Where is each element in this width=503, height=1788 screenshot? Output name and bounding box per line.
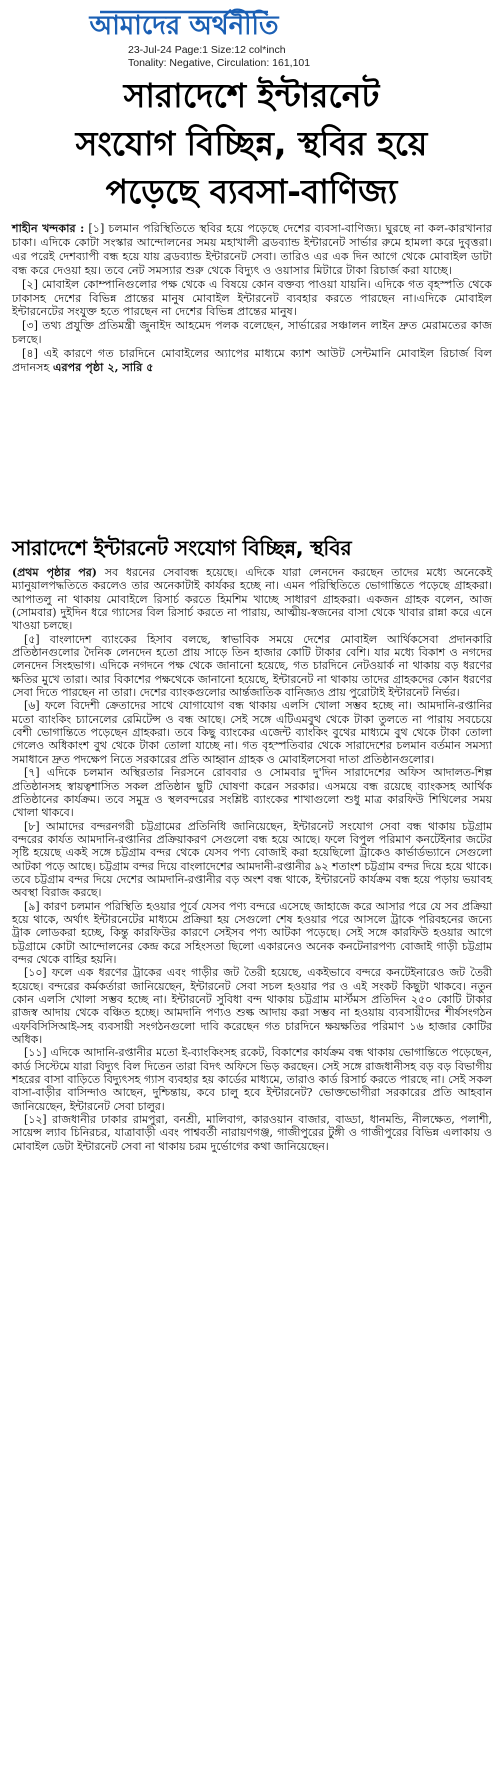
masthead-logo <box>0 4 503 44</box>
continuation-headline: সারাদেশে ইন্টারনেট সংযোগ বিচ্ছিন্ন, স্থবির <box>12 536 352 560</box>
continuation-paragraph-12: [১২] রাজধানীর ঢাকার রামপুরা, বনশ্রী, মালিবাগ, কারওয়ান বাজার, বাড্ডা, ধানমন্ডি, নীলক্ষেত, পলাশী, সায়েন্স ল্যাব চিনিরচর, যাত্রাবাড়ী এবং পাশ্ববর্তী নারায়ণগঞ্জ, গাজীপুরের টুঙ্গী ও গাজীপুরের বিভিন্ন এলাকায় ও মোবাইল ডেটা ইন্টারনেট সেবা না থাকায় চরম দুর্ভোগের কথা জানিয়েছেন। <box>12 1113 492 1153</box>
jump-label: এরপর পৃষ্ঠা ২, সারি ৫ <box>52 360 154 375</box>
headline-line-2: সংযোগ বিচ্ছিন্ন, স্থবির হয়ে <box>75 124 428 163</box>
headline-line-3: পড়েছে ব্যবসা-বাণিজ্য <box>105 172 398 211</box>
continuation-paragraph-10: [১০] ফলে এক ধরণের ট্রাকের এবং গাড়ীর জট তৈরী হয়েছে, একইভাবে বন্দরে কনটেইনারেও জট তৈরী হয়েছে। বন্দরের কর্মকর্তারা জানিয়েছেন, ইন্টারনেট সেবা সচল হওয়ার পর ও এই সংকট কিছুটা থাকবে। নতুন কোন এলসি খোলা সম্ভব হচ্ছে না। ইন্টারনেট সুবিধা বন্দ থাকায় চট্টগ্রাম মার্স্টমস প্রতিদিন ২৫০ কোটি টাকার রাজস্ব আদায় থেকে বঞ্চিত হচ্ছে। আমদানি পণ্যও শুল্ক আদায় করা সম্ভব না হওয়ায় ব্যবসায়ীদের শীর্ষসংগঠন এফবিসিসিআই-সহ ব্যবসায়ী সংগঠনগুলো দাবি করেছেন গত চারদিনে ক্ষয়ক্ষতির পরিমাণ ১৬ হাজার কোটির অধিক। <box>12 966 492 1047</box>
headline-line-1: সারাদেশে ইন্টারনেট <box>123 76 380 115</box>
continuation-paragraph-11: [১১] এদিকে আদানি-রপ্তানীর মতো ই-ব্যাংকিংসহ রকেট, বিকাশের কার্যক্রম বন্ধ থাকায় ভোগান্তিতে পড়েছেন, কার্ড সিস্টেমে যারা বিদ্যুৎ বিল দিতেন তারা বিদৎ অফিসে ভিড় করছেন। সেই সঙ্গে রাজধানীসহ বড় বড় বিভাগীয় শহরের বাসা বাড়িতে বিদ্যুৎসহ গ্যাস ব্যবহার হয় কার্ডের মাধ্যমে, তারাও কার্ড রিসার্চ করতে পারছে না। সেই সকল বাসা-বাড়ীর বাসিন্দাও আছেন, দুশ্চিন্তায়, কবে চালু হবে ইন্টারনেট? ভোক্তভোগীরা সরকারের প্রতি আহবান জানিয়েছেন, ইন্টারনেট সেবা চালুর। <box>12 1046 492 1113</box>
continued-from-label: (প্রথম পৃষ্ঠার পর) <box>12 566 97 579</box>
continuation-paragraph-5: [৫] বাংলাদেশ ব্যাংকের হিসাব বলছে, স্বাভাবিক সময়ে দেশের মোবাইল আর্থিকসেবা প্রদানকারি প্রতিষ্ঠানগুলোর দৈনিক লেনদেন হতো প্রায় সাড়ে তিন হাজার কোটি টাকার বেশি। যার মধ্যে বিকাশ ও নগদের লেনদেন সিংহভাগ। এদিকে নগদনে পক্ষ থেকে জানানো হয়েছে, গত চারদিনে নেটওয়ার্ক না থাকায় বড় ধরণের ক্ষতির মুখে তারা। আর বিকাশের পক্ষথেকে জানানো হয়েছে, ইন্টারনেট না থাকায় তাদের গ্রাহকদের কোন ধরণের সেবা দিতে পারছেন না তারা। দেশের ব্যাংকগুলোর আর্ন্তজাতিক বানিজ্যও প্রায় পুরোটাই ইন্টারনেট নির্ভর। <box>12 632 492 700</box>
continuation-paragraph-1-text: সব ধরনের সেবাবন্ধ হয়েছে। এদিকে যারা লেনদেন করছেন তাদের মধ্যে অনেকেই ম্যানুয়ালপদ্ধতিতে করলেও তার অনেকাটাই কার্যকর হচ্ছে না। এমন পরিস্থিতিতে ভোগান্তিতে পড়েছে গ্রাহকরা। আপাতলু না থাকায় মোবাইলে রিসার্চ করতে হিমশিম খাচ্ছে সাধারণ গ্রাহকরা। একজন গ্রাহক বলেন, আজ (সোমবার) দুইদিন ধরে গ্যাসের বিল রিসার্চ করতে না পারায়, আত্মীয়-স্বজনের বাসা থেকে খাবার রান্না করে এনে খাওয়া চলছে। <box>12 566 492 633</box>
continuation-paragraph-7: [৭] এদিকে চলমান অস্থিরতার নিরসনে রোববার ও সোমবার দু'দিন সারাদেশের অফিস আদালত-শিল্প প্রতিষ্ঠানসহ স্বায়ত্বশাসিত সকল প্রতিষ্ঠান ছুটি ঘোষণা করেন সরকার। এসময়ে বন্ধ রয়েছে ব্যাংকসহ আর্থিক প্রতিষ্ঠানের কার্যক্রম। তবে সমুদ্র ও স্থলবন্দরের সংশ্লিষ্ট ব্যাংকের শাখাগুলো শুধু মাত্র কারফিউ শিথিলের সময় খোলা থাকবে। <box>12 766 492 820</box>
front-paragraph-1 <box>12 222 492 278</box>
clipping-meta-tonality: Tonality: Negative, Circulation: 161,101 <box>128 57 311 69</box>
continuation-paragraph-9: [৯] কারণ চলমান পরিস্থিতি হওয়ার পূর্বে যেসব পণ্য বন্দরে এসেছে জাহাজে করে আসার পরে যে সব প্রক্রিয়া হয়ে থাকে, অর্থাৎ ইন্টারনেটের মাধ্যমে প্রক্রিয়া হয় সেগুলো শেষ হওয়ার পরে আসলে ট্রাকে পরিবহনের জন্যে ট্রাক লোডকরা হচ্ছে, কিন্তু কারফিউর কারণে সেইসব পণ্য আটকা পড়েছে। সেই সঙ্গে কারফিউ হওয়ার আগে চট্টগ্রামে কোটা আন্দোলনের কেন্দ্র করে সহিংসতা ছিলো একারনেও অনেক কনটেনারপণ্য বোজাই গাড়ী চট্টগ্রাম বন্দর থেকে বাহির হয়নি। <box>12 899 492 966</box>
clipping-meta-date-page: 23-Jul-24 Page:1 Size:12 col*inch <box>128 44 286 56</box>
continuation-paragraph-6: [৬] ফলে বিদেশী ক্রেতাদের সাথে যোগাযোগ বন্ধ থাকায় এলসি খোলা সম্ভব হচ্ছে না। আমদানি-রপ্তানির মতো ব্যাংকিং চ্যানেলের রেমিটেন্স ও বন্ধ আছে। সেই সঙ্গে এটিএমবুথ থেকে টাকা তুলতে না পারায় সবচেয়ে বেশী ভোগান্তিতে পড়েছেন গ্রাহকরা। তবে কিছু ব্যাংকের এজেন্ট ব্যাংকিং বুথের মাধ্যমে বুথ থেকে টাকা তোলা গেলেও অধিকাংশ বুথ থেকে টাকা তোলা যাচ্ছে না। গত বৃহস্পতিবার থেকে সারাদেশের চলমান বর্তমান সমস্যা সমাধানে দ্রুত পদক্ষেপ নিতে সরকারের প্রতি আহ্বান গ্রাহক ও মোবাইলসেবা দাতা প্রতিষ্ঠানগুলোর। <box>12 699 492 766</box>
continuation-paragraph-8: [৮] আমাদের বন্দরনগরী চট্টগ্রামের প্রতিনিধি জানিয়েছেন, ইন্টারনেট সংযোগ সেবা বন্ধ থাকায় চট্টগ্রাম বন্দরের কার্যত আমদানি-রপ্তানির প্রক্রিয়াকরণ সেগুলো বন্ধ হয়ে আছে। ফলে বিপুল পরিমাণ কনটেইনার জটের সৃষ্টি হয়েছে একই সঙ্গে চট্টগ্রাম বন্দর থেকে যেসব পণ্য বোজাই করা হয়েছিলো ট্রাকেও কার্ভার্ডভ্যানে সেগুলো আটকা পড়ে আছে। চট্টগ্রাম বন্দর দিয়ে বাংলাদেশের আমদানী-রপ্তানীর ৯২ শতাংশ চট্টগ্রাম বন্দর দিয়ে হয়ে থাকে। তবে চট্টগ্রাম বন্দর দিয়ে দেশের আমদানি-রপ্তানীর বড় অংশ বন্ধ থাকে, ইন্টারনেট কার্যক্রম বন্ধ হয়ে পড়ায় ভয়াবহ অবস্থা বিরাজ করছে। <box>12 819 492 900</box>
front-paragraph-2: [২] মোবাইল কোম্পানিগুলোর পক্ষ থেকে এ বিষয়ে কোন বক্তব্য পাওয়া যায়নি। এদিকে গত বৃহস্পতি থেকে ঢাকাসহ দেশের বিভিন্ন প্রান্তের মানুষ মোবাইল ইন্টারনেট ব্যবহার করতে পারছেন না।এদিকে মোবাইল ইন্টারনেটের সংযুক্ত হতে পারছেন না দেশের বিভিন্ন প্রান্তের মানুষ। <box>12 277 492 319</box>
front-paragraph-4 <box>12 347 492 375</box>
continuation-paragraph-1 <box>12 566 492 633</box>
masthead-logo-text: আমাদের অর্থনীতি <box>89 11 279 41</box>
front-story-body <box>12 222 492 375</box>
front-paragraph-4-text: [৪] এই কারণে গত চারদিনে মোবাইলের অ্যাপের মাধ্যমে ক্যাশ আউট সেন্টমানি মোবাইল রিচার্জ বিল প্রদানসহ <box>12 347 492 375</box>
continuation-body <box>12 566 492 1153</box>
front-paragraph-3: [৩] তথ্য প্রযুক্তি প্রতিমন্ত্রী জুনাইদ আহমেদ পলক বলেছেন, সার্ভারের সঞ্চালন লাইন দ্রুত মেরামতের কাজ চলছে। <box>12 319 492 347</box>
front-paragraph-1-text: [১] চলমান পরিস্থিতিতে স্থবির হয়ে পড়েছে দেশের ব্যবসা-বাণিজ্য। ঘুরছে না কল-কারখানার চাকা। এদিকে কোটা সংস্কার আন্দোলনের সময় মহাখালী ব্রডব্যান্ড ইন্টারনেট সার্ভার রুমে হামলা করে দুবৃত্তরা। এর পরেই দেশব্যাপী বন্ধ হয়ে যায় ব্রডব্যান্ড ইন্টারনেট সেবা। তারিও এর এক দিন আগে থেকে মোবাইল ডাটা বন্ধ করে দেওয়া হয়। তবে নেট সমস্যার শুরু থেকে বিদ্যুৎ ও ওয়াসার মিটারে টাকা রিচার্জ করা যাচ্ছে। <box>12 222 492 277</box>
clipping-meta <box>128 44 468 70</box>
byline: শাহীন খন্দকার : <box>12 221 85 235</box>
